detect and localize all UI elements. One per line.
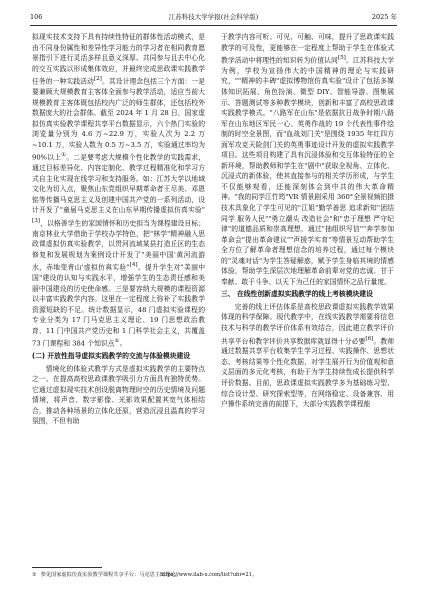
section-heading: 三、 在线性创新虚拟实践教学的线上考核模块建设 — [221, 290, 373, 299]
footnote-rule — [32, 567, 102, 568]
paragraph: 于教学内容可听、可见、可触、可味，提升了思政课实践教学的可及性，更能够在一定程度上帮助于学生在体验式教学活动中将理性的知识转为价值认同[5]。江苏科技大学为例，学校为宣扬伟大的中国精神的理论与实践研究，""精神的丰碑"虚拟博物馆仿真实验"设计了包括多媒体知识拓展、角色扮演、微型 DIY、智能导游、图集展示、答题测试等多种教学模块，创新和丰富了高校思政课实践教学模式。"八路军在山东"是依据抗日战争时期八路军在山东地区军民一心、英勇作战的 19 个代表性事件绘制的时空全景图，而"血战刘门关"是围绕 1935 年红四方面军攻克天险剑门关的英勇事迹设计开发的虚拟实践教学项目。这些项目构建了具有沉浸体验和交互体验特征的全新环境，帮助教师和学生在"剧中"获取全视角、立体化、沉浸式的新体验，使其直接参与的相关学历形成，与学生不仅能够观看，还能深刻体会到中共的伟大革命精神。"我的同学江竹筠"VR 情景剧采用 360°全景视频拍摄技术具象化了学生可见的"江姐"勤学善思 追求新知"团结同学 服务人民""勇立潮头 改造社会"和"忠于理想 严守纪律"的道德品质和崇高理想，通过"抽组织写信""奔学参加革命会"提出革命建议""声援学实育"等情景互动帮助学生全方位了解革命者理想信念的培养过程，通过每个模块的"灵魂对话"为学生答疑解惑，赋予学生身临其境的情感体验，帮助学生深层次地理解革命前辈对党的忠诚、甘于奉献、敢于斗争、以天下为己任的家国情怀之品行量度。 — [221, 33, 395, 286]
paragraph: 情境化的体验式教学方式是虚拟实践教学的主要特点之一。在提高高校思政课教学吸引力方面具有独特优势。它通过虚拟现实技术创设脱离物理时空的历史情境及问题情境，将声音、数字影像、光影效果配置其宽气体相结合，推动各种场景的立体化还原，营造沉浸且温真的学习氛围，不但有助 — [32, 364, 205, 426]
section-heading: (二) 开放性指导虚拟实践教学的交流与体验模块建设 — [32, 352, 191, 361]
paragraph: 完善的线上评估体系是高校思政课虚拟实践教学效果体现的科学保障。现代教学中，在线实践教学需要将信息技术与科学的教学评价体系有效结合，因此建立教学评价共享平台和教学评价共享数据库就显得十分必要[6]。教师通过数据共享平台收集学生学习过程、实践操作、思想状态、考核结果等个性化数据，对学生展开行为价值观和意义层面的多元化考核，有助于为学生持续性成长提供科学评价数据。目前，思政课虚拟实践教学多为基础练习型、综合设计型、研究探索型等，在网络稳定、设备兼容、用户操作系统完善的前提下，大部分实践教学课程能 — [221, 302, 395, 409]
right-column — [221, 32, 394, 410]
footnote-url[interactable]: https://www.ilab-x.com/list?ubi=21。 — [160, 572, 258, 578]
page-number: 106 — [30, 13, 43, 21]
paragraph: 拟现实技术支持下具有持续性特征的群体性活动模式，是由不同身份属性和差异性学习能力的学习者在相同教育愿景指引下进行灵活多样且意义深厚、共同参与且去中心化的交互实践以形成集体效应，并最终完成思政课实践教学任务的一种实践活动[2]。其设计理念包括三个方面：一是要兼顾大规模教育主客体全面参与教学活动，适应当前大规模教育主客体既包括校内广泛的师生群体，还包括校外数据庞大的社会群体。截至 2024 年 1 月 28 日，国家虚拟仿真实验教学课程共享平台数据显示，六个热门实验的浏览量分别为 4.6 万~22.9 万，实验人次为 2.2 万~10.1 万，实验人数为 0.5 万~3.5 万，实验通过率均为 90%以上①。二是要考虑大规模个性化教学的实践需求，通过目标差异化、内容定制化、教学过程精准化和学习方式自主化实现在线学习和支持服务。如：江苏大学以地域文化为切入点，聚焦山东党组织早期革命者王尽美、邓恩铭等传播马克思主义及创建中国共产党的一系列活动，设计开发了"童届马克思主义在山东早期传播虚拟仿真实验"[3]，以格善学生的家国情怀和历史担当为课程建设目标；南京林业大学借助于学校办学特色，把"林学"精神融入思政课虚拟仿真实验教学，以贯河流域某县打造丘区的生态修复和发展规划为案例设计开发了"美丽中国'黄河流游水，赤地变青山'虚拟仿真实验"[4]。提升学生对"美丽中国"建设的认知与实践水平，增强学生的生态责任感和美丽中国建设的历史使命感。三是要容纳大规模的课程资源以丰富实践教学内容。这里在一定程度上弥补了实践教学资源短缺的不足。统计数据显示，48 门虚拟实验课程的专业分类为 17 门马克思主义理论、19 门思想政治教育、11 门中国共产党历史和 1 门科学社会主义，共覆盖 73 门课程和 384 个知识点①。 — [32, 33, 206, 348]
header-rule — [30, 25, 397, 26]
footnote-mark: ① — [32, 572, 37, 578]
left-column — [32, 32, 205, 427]
journal-title: 江苏科技大学学报(社会科学版) — [168, 13, 259, 21]
footnote — [32, 571, 397, 579]
running-header — [30, 11, 397, 23]
footnote-text: 参见国家虚拟仿真实验教学课程共享平台：马克思主义理论。 — [40, 572, 181, 578]
publication-year: 2025 年 — [371, 13, 397, 21]
